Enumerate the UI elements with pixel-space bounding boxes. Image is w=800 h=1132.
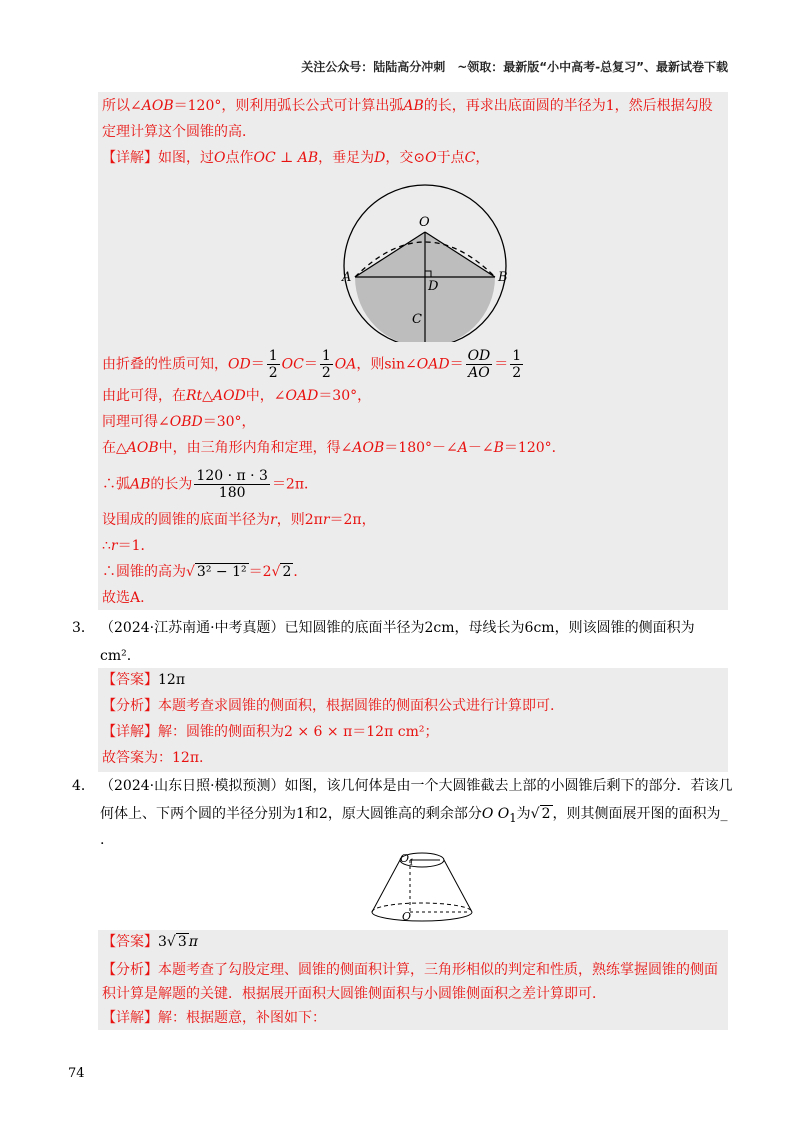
frustum-figure (362, 848, 482, 928)
q4-stem-line3: . (100, 832, 105, 848)
q4-stem-line2: 何体上、下两个圆的半径分别为1和2，原大圆锥高的剩余部分O $O_1$为√ 2 ，则其侧面展开图的面积为_ (100, 806, 728, 825)
page-number: 74 (68, 1066, 85, 1081)
q4-analysis-line1: 【分析】本题考查了勾股定理、圆锥的侧面积计算，三角形相似的判定和性质，熟练掌握圆锥的侧面 (102, 962, 718, 978)
q2-r1-line: ∴r＝1． (102, 538, 155, 554)
q3-stem-line1: 3． （2024·江苏南通·中考真题）已知圆锥的底面半径为2cm，母线长为6cm，则该圆锥的侧面积为 (72, 620, 695, 636)
q3-stem-line2: cm². (100, 648, 132, 664)
q4-answer: 【答案】3√ 3 π (102, 934, 198, 950)
q3-answer: 【答案】12π (102, 672, 186, 688)
q2-analysis-line1: 所以∠AOB＝120°，则利用弧长公式可计算出弧AB的长，再求出底面圆的半径为1，然后根据勾股 (102, 98, 713, 114)
q2-radius-line: 设围成的圆锥的底面半径为r，则2πr＝2π， (102, 512, 376, 528)
q2-solution-block (98, 92, 728, 610)
q2-rt-line: 由此可得，在Rt△AOD中，∠OAD＝30°， (102, 388, 372, 404)
q4-solution-block (98, 930, 728, 1030)
q2-same-line: 同理可得∠OBD＝30°， (102, 414, 256, 430)
q2-analysis-line2: 定理计算这个圆锥的高． (102, 124, 256, 140)
page-header: 关注公众号：陆陆高分冲刺 ~领取：最新版“小中高考-总复习”、最新试卷下载 (301, 60, 728, 74)
label-o1: $O_1$ (400, 852, 415, 867)
bottom-ellipse-front (372, 912, 472, 921)
q2-fold-line: 由折叠的性质可知，OD＝ $\frac{1}{2}$ OC＝ $\frac{1}{2}$ OA，则sin∠OAD＝ $\frac{OD}{AO}$ ＝ $\frac{1}{2}$ (102, 348, 522, 381)
label-d: D (428, 279, 439, 294)
q3-solution-block (98, 668, 728, 772)
q2-choose-line: 故选A. (102, 590, 145, 606)
label-c: C (412, 312, 422, 327)
q3-detail: 【详解】解：圆锥的侧面积为2 × 6 × π＝12π cm²； (102, 724, 439, 740)
label-o: O (402, 910, 412, 923)
circle-fold-figure (340, 182, 510, 342)
q4-stem-line1: 4． （2024·山东日照·模拟预测）如图，该几何体是由一个大圆锥截去上部的小圆锥后剩下的部分．若该几 (72, 778, 733, 794)
q2-height-line: ∴圆锥的高为√ 3² − 1² ＝2√ 2 ． (102, 564, 308, 580)
label-o: O (419, 215, 430, 230)
label-a: A (342, 270, 352, 285)
q3-analysis: 【分析】本题考查求圆锥的侧面积，根据圆锥的侧面积公式进行计算即可. (102, 698, 555, 714)
q2-detail-line: 【详解】如图，过O点作OC ⊥ AB，垂足为D，交⊙O于点C， (102, 150, 490, 166)
label-b: B (498, 270, 508, 285)
q3-final: 故答案为：12π. (102, 750, 204, 766)
q2-arc-line: ∴弧AB的长为 $\frac{120 \cdot \pi \cdot 3}{180}$ ＝2π． (102, 468, 319, 501)
left-slant (372, 860, 400, 912)
q2-triangle-line: 在△AOB中，由三角形内角和定理，得∠AOB＝180°－∠A－∠B＝120°． (102, 440, 566, 456)
bottom-ellipse-back (372, 903, 472, 912)
q4-detail: 【详解】解：根据题意，补图如下： (102, 1010, 326, 1026)
q4-analysis-line2: 积计算是解题的关键．根据展开面积大圆锥侧面积与小圆锥侧面积之差计算即可． (102, 986, 606, 1002)
